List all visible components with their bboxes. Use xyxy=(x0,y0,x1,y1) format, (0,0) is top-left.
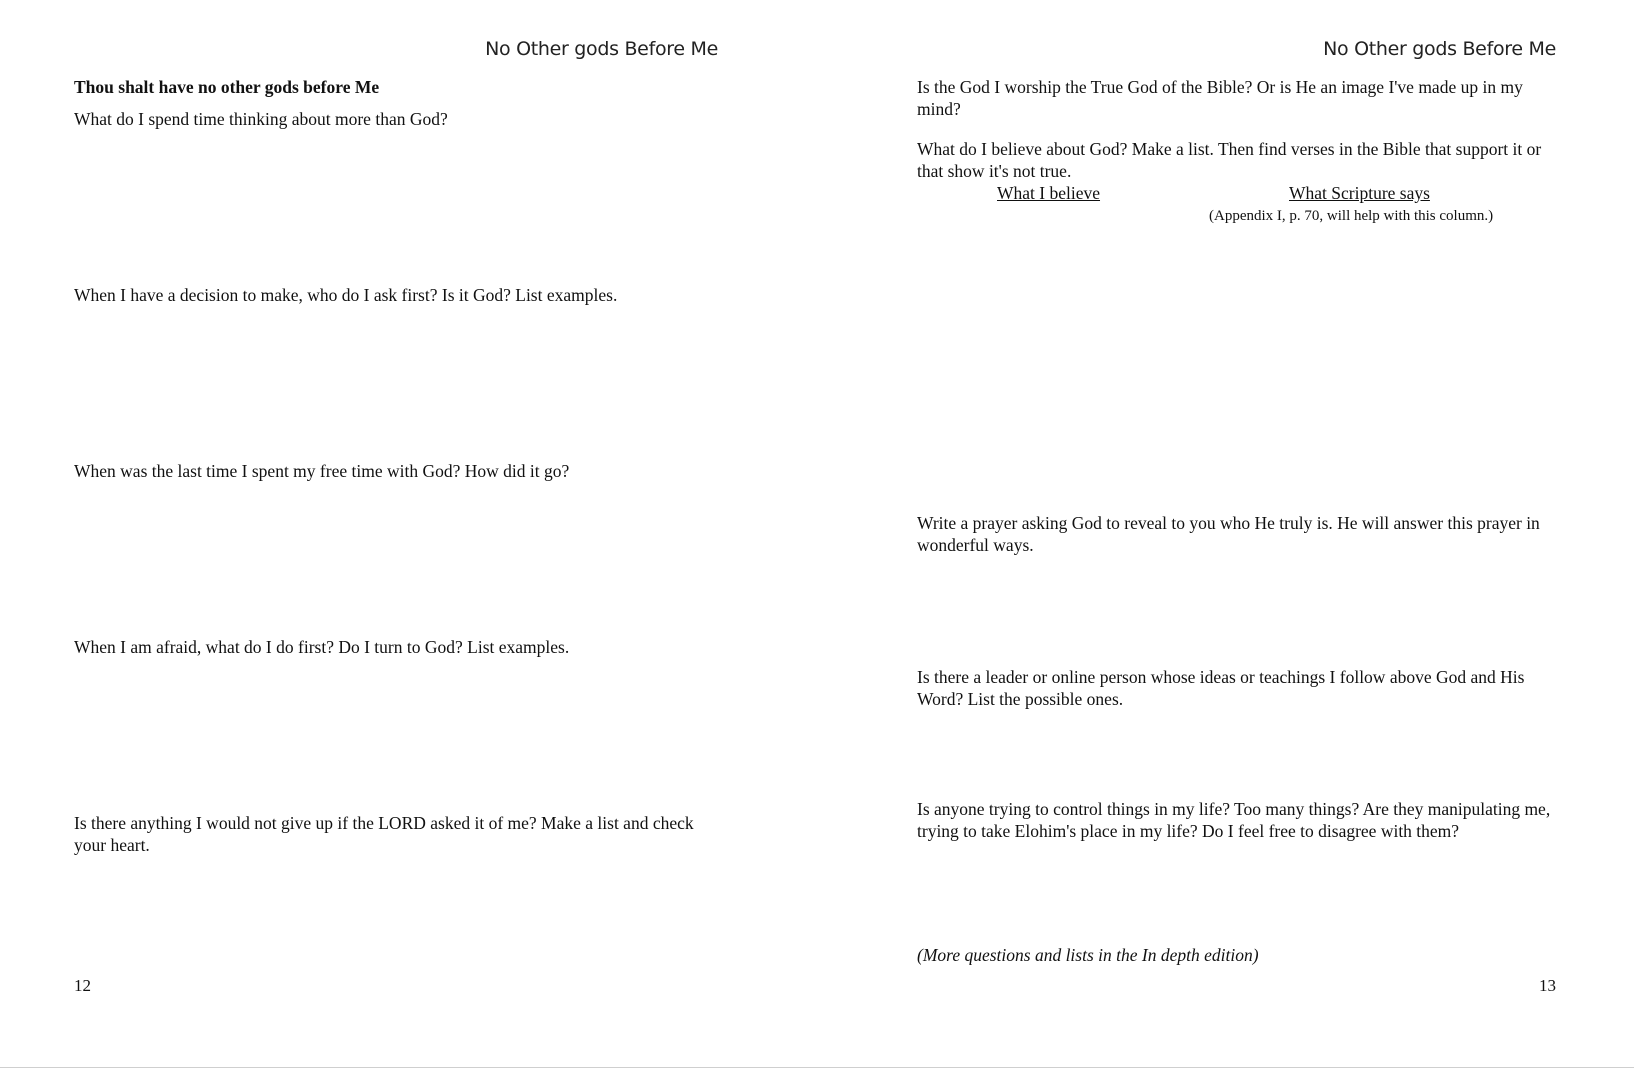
left-page xyxy=(0,0,817,1068)
question-true-god: Is the God I worship the True God of the Bible? Or is He an image I've made up in my mind? xyxy=(917,77,1523,119)
page-number-right: 13 xyxy=(1539,976,1556,995)
page-number-left: 12 xyxy=(74,976,91,995)
running-head-left: No Other gods Before Me xyxy=(485,38,718,60)
question-afraid: When I am afraid, what do I do first? Do I turn to God? List examples. xyxy=(74,637,570,657)
appendix-note: (Appendix I, p. 70, will help with this column.) xyxy=(1209,208,1494,224)
column-heading-what-i-believe: What I believe xyxy=(997,183,1101,203)
running-head-right: No Other gods Before Me xyxy=(1323,38,1556,60)
question-spend-time: What do I spend time thinking about more than God? xyxy=(74,109,448,129)
page-heading: Thou shalt have no other gods before Me xyxy=(74,77,380,97)
question-prayer: Write a prayer asking God to reveal to you who He truly is. He will answer this prayer in wonderful ways. xyxy=(917,513,1540,555)
question-believe-list: What do I believe about God? Make a list. Then find verses in the Bible that support it or that show it's not true. xyxy=(917,139,1542,181)
question-control: Is anyone trying to control things in my life? Too many things? Are they manipulating me, trying to take Elohim's place in my life? Do I feel free to disagree with them? xyxy=(917,799,1551,841)
bottom-divider xyxy=(0,1067,1634,1068)
question-leader: Is there a leader or online person whose ideas or teachings I follow above God and His Word? List the possible ones. xyxy=(917,667,1525,709)
question-decision: When I have a decision to make, who do I ask first? Is it God? List examples. xyxy=(74,285,618,305)
question-give-up: Is there anything I would not give up if the LORD asked it of me? Make a list and check your heart. xyxy=(74,813,694,855)
column-heading-what-scripture-says: What Scripture says xyxy=(1289,183,1430,203)
question-free-time: When was the last time I spent my free time with God? How did it go? xyxy=(74,461,570,481)
right-page xyxy=(817,0,1634,1068)
more-questions-note: (More questions and lists in the In depth edition) xyxy=(917,945,1259,965)
